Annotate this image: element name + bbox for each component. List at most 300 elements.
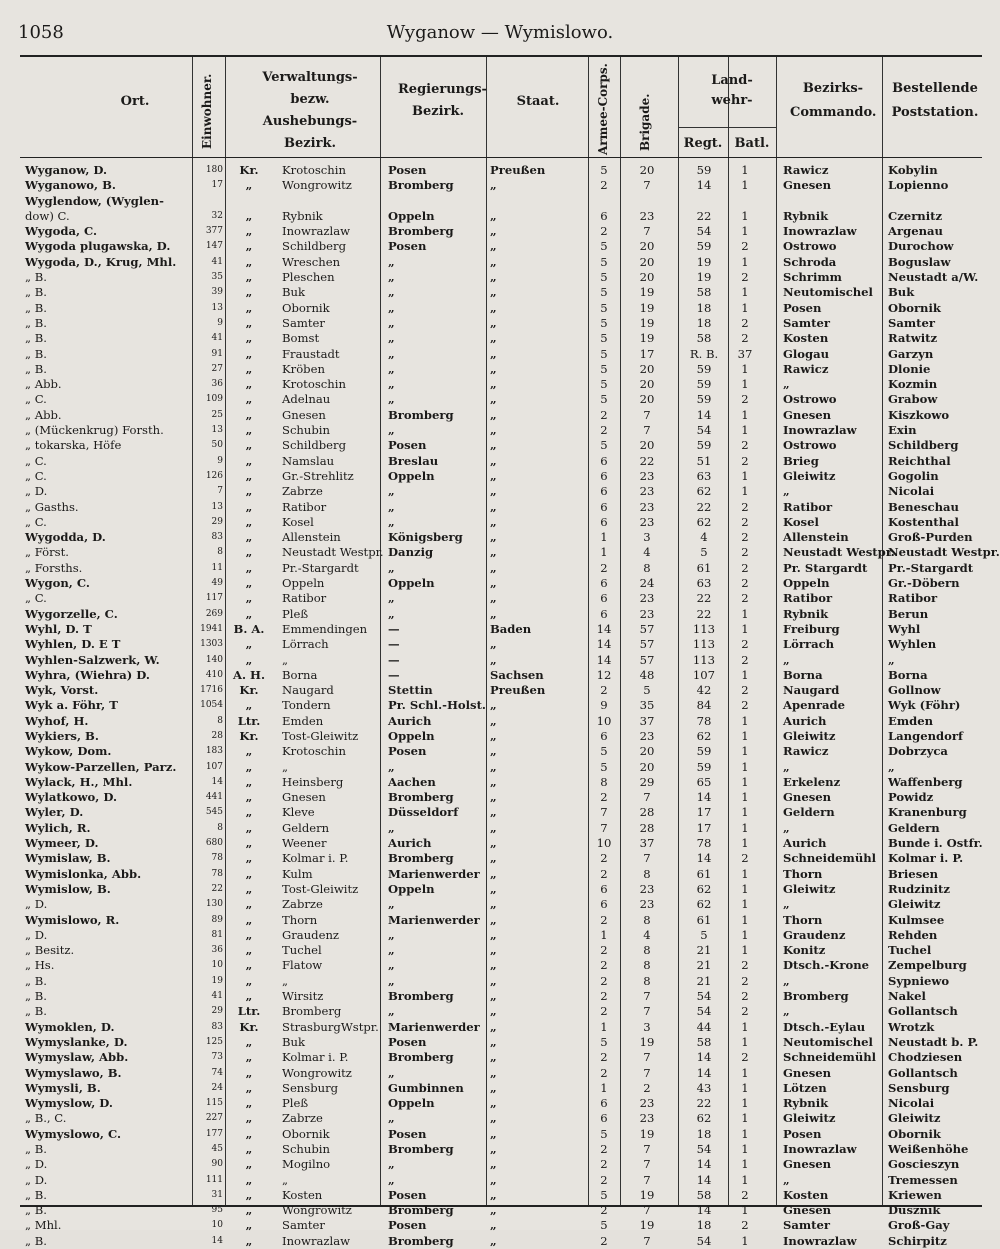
table-row [20,760,982,775]
poststation-cell: Neustadt Westpr. [888,545,1000,560]
staat-cell: „ [490,728,497,743]
bezirk-cell: Wirsitz [282,989,324,1004]
table-row [20,1050,982,1065]
staat-cell: „ [490,1034,497,1049]
ort-cell: „ B. [25,346,47,361]
table-row [20,178,982,193]
einwohner-cell: 117 [205,593,223,604]
brigade-cell: 35 [639,698,655,713]
kreis-type-cell: „ [245,836,253,851]
bezirkscommando-cell: Aurich [783,713,827,728]
armeecorps-cell: 5 [600,1187,608,1202]
kreis-type-cell: „ [245,637,253,652]
bataillon-cell: 1 [741,667,749,682]
bezirk-cell: Emmendingen [282,621,368,636]
bezirkscommando-cell: Gnesen [783,178,832,193]
brigade-cell: 4 [643,545,651,560]
kreis-type-cell: „ [245,208,253,223]
bezirkscommando-cell: Borna [783,667,823,682]
armeecorps-cell: 2 [600,1050,608,1065]
kreis-type-cell: „ [245,943,253,958]
staat-cell: „ [490,576,497,591]
einwohner-cell: 14 [211,776,223,787]
bataillon-cell: 1 [741,178,749,193]
regierungsbezirk-cell: „ [388,973,395,988]
ort-cell: Wymislowo, R. [25,912,120,927]
bataillon-cell: 1 [741,881,749,896]
regiment-cell: 5 [700,927,708,942]
poststation-cell: Obornik [888,1126,941,1141]
bezirk-cell: Kolmar i. P. [282,851,349,866]
bezirk-cell: Inowrazlaw [282,1233,351,1248]
bezirk-cell: „ [282,973,289,988]
kreis-type-cell: Kr. [239,163,259,177]
bezirkscommando-cell: Rawicz [783,163,829,177]
einwohner-cell: 36 [211,379,223,390]
staat-cell: „ [490,270,497,285]
bezirkscommando-cell: „ [783,820,790,835]
einwohner-cell: 35 [211,272,223,283]
bezirk-cell: Pleschen [282,270,335,285]
bataillon-cell: 37 [737,346,753,361]
poststation-cell: Nakel [888,989,926,1004]
staat-cell: „ [490,1050,497,1065]
armeecorps-cell: 5 [600,759,608,774]
poststation-cell: Kulmsee [888,912,945,927]
regiment-cell: 61 [696,912,712,927]
kreis-type-cell: „ [245,438,253,453]
regiment-cell: 22 [696,591,712,606]
poststation-cell: Kiszkowo [888,407,950,422]
ort-cell: Wymyslaw, Abb. [25,1050,129,1065]
ort-cell: Wykow-Parzellen, Parz. [25,759,177,774]
poststation-cell: Boguslaw [888,254,951,269]
staat-cell: „ [490,1157,497,1172]
brigade-cell: 7 [643,407,651,422]
kreis-type-cell: „ [245,178,253,193]
brigade-cell: 20 [639,254,655,269]
bataillon-cell: 1 [741,866,749,881]
brigade-cell: 7 [643,1050,651,1065]
staat-cell: „ [490,208,497,223]
brigade-cell: 3 [643,530,651,545]
staat-cell: „ [490,1065,497,1080]
regierungsbezirk-cell: „ [388,270,395,285]
regiment-cell: 107 [692,667,716,682]
bezirkscommando-cell: Lörrach [783,637,835,652]
armeecorps-cell: 5 [600,1218,608,1233]
table-row [20,867,982,882]
kreis-type-cell: „ [245,468,253,483]
regierungsbezirk-cell: Marienwerder [388,912,480,927]
bataillon-cell: 1 [741,897,749,912]
ort-cell: Wyk a. Föhr, T [25,698,118,713]
bezirkscommando-cell: „ [783,484,790,499]
ort-cell: „ Gasths. [25,499,79,514]
armeecorps-cell: 1 [600,927,608,942]
ort-cell: „ C. [25,514,47,529]
bezirkscommando-cell: Naugard [783,683,840,698]
regiment-cell: 18 [696,1218,712,1233]
einwohner-cell: 39 [211,287,223,298]
brigade-cell: 19 [639,315,655,330]
regiment-cell: 78 [696,713,712,728]
bataillon-cell: 2 [741,1218,749,1233]
einwohner-cell: 73 [211,1052,223,1063]
bezirkscommando-cell: Thorn [783,912,823,927]
ort-cell: „ D. [25,1157,48,1172]
bataillon-cell: 2 [741,652,749,667]
bezirk-cell: Ratibor [282,499,327,514]
bataillon-cell: 2 [741,591,749,606]
staat-cell: „ [490,759,497,774]
bezirkscommando-cell: „ [783,973,790,988]
regierungsbezirk-cell: — [388,652,400,667]
regiment-cell: 54 [696,423,712,438]
regiment-cell: 54 [696,1142,712,1156]
poststation-cell: Beneschau [888,499,959,514]
bataillon-cell: 1 [741,407,749,422]
regiment-cell: 54 [696,989,712,1004]
kreis-type-cell: Ltr. [237,713,261,728]
kreis-type-cell: Kr. [239,683,259,698]
regiment-cell: 14 [696,1157,712,1172]
armeecorps-cell: 5 [600,239,608,254]
bezirk-cell: Buk [282,285,306,300]
bataillon-cell: 2 [741,514,749,529]
bezirkscommando-cell: Dtsch.-Eylau [783,1019,866,1034]
staat-cell: „ [490,331,497,346]
staat-cell: „ [490,1126,497,1141]
table-row [20,408,982,423]
einwohner-cell: 8 [217,715,223,726]
table-row [20,1066,982,1081]
kreis-type-cell: „ [245,331,253,346]
bataillon-cell: 1 [741,713,749,728]
bataillon-cell: 1 [741,1019,749,1034]
ort-cell: „ Besitz. [25,943,75,958]
regiment-cell: 63 [696,468,712,483]
ort-cell: Wymyslawo, B. [25,1065,122,1080]
ort-cell: Wygodda, D. [25,530,106,545]
kreis-type-cell: „ [245,1034,253,1049]
table-row [20,362,982,377]
ort-cell: Wyhof, H. [25,713,89,728]
bezirk-cell: Bromberg [282,1004,342,1019]
einwohner-cell: 14 [211,1235,223,1246]
kreis-type-cell: „ [245,989,253,1004]
running-title: Wyganow — Wymislowo. [386,22,614,43]
einwohner-cell: 147 [205,241,223,252]
table-row [20,163,982,178]
table-row [20,851,982,866]
einwohner-cell: 180 [205,165,223,175]
ort-cell: „ B. [25,270,47,285]
bezirk-cell: Krotoschin [282,744,346,759]
regierungsbezirk-cell: Gumbinnen [388,1080,464,1095]
bataillon-cell: 2 [741,1004,749,1019]
armeecorps-cell: 5 [600,1034,608,1049]
kreis-type-cell: „ [245,545,253,560]
bezirk-cell: Obornik [282,300,330,315]
ort-cell: „ C. [25,392,47,407]
brigade-cell: 24 [639,576,655,591]
ort-cell: Wykiers, B. [25,728,99,743]
table-row [20,576,982,591]
armeecorps-cell: 5 [600,300,608,315]
regiment-cell: 17 [696,820,712,835]
table-row [20,1020,982,1035]
ort-cell: „ C. [25,453,47,468]
poststation-cell: Neustadt a/W. [888,270,979,285]
einwohner-cell: 25 [211,409,223,420]
kreis-type-cell: „ [245,958,253,973]
poststation-cell: Waffenberg [888,774,963,789]
bezirk-cell: Wongrowitz [282,178,352,193]
staat-cell: „ [490,453,497,468]
regiment-cell: 44 [696,1019,712,1034]
regierungsbezirk-cell: Posen [388,239,427,254]
regiment-cell: 54 [696,1004,712,1019]
staat-cell: „ [490,1019,497,1034]
poststation-cell: Groß-Purden [888,530,973,545]
einwohner-cell: 29 [211,1006,223,1017]
regierungsbezirk-cell: „ [388,1172,395,1187]
table-row [20,1234,982,1249]
bataillon-cell: 1 [741,1172,749,1187]
armeecorps-cell: 6 [600,881,608,896]
table-row [20,255,982,270]
regiment-cell: 63 [696,576,712,591]
ort-cell: Wymyslow, D. [25,1096,113,1111]
bezirk-cell: Lörrach [282,637,329,652]
brigade-cell: 20 [639,392,655,407]
bezirkscommando-cell: Samter [783,1218,830,1233]
regiment-cell: 14 [696,1203,712,1218]
kreis-type-cell: „ [245,514,253,529]
ort-cell: dow) C. [25,208,70,223]
bezirkscommando-cell: Ratibor [783,591,833,606]
armeecorps-cell: 12 [596,667,612,682]
ort-cell: Wymysli, B. [25,1080,101,1095]
einwohner-cell: 91 [211,348,223,359]
table-row [20,515,982,530]
bezirk-cell: Inowrazlaw [282,224,351,239]
bezirkscommando-cell: Inowrazlaw [783,1233,857,1248]
poststation-cell: Gleiwitz [888,1111,941,1126]
bezirk-cell: Zabrze [282,897,323,912]
bezirk-cell: Kulm [282,866,313,881]
poststation-cell: Briesen [888,866,939,881]
regiment-cell: 43 [696,1080,712,1095]
table-row [20,698,982,713]
regierungsbezirk-cell: „ [388,897,395,912]
regierungsbezirk-cell: „ [388,1004,395,1019]
ort-cell: Wygoda, D., Krug, Mhl. [25,254,177,269]
staat-cell: „ [490,851,497,866]
bezirk-cell: Tuchel [282,943,322,958]
einwohner-cell: 36 [211,945,223,956]
einwohner-cell: 10 [211,1220,223,1231]
bezirkscommando-cell: Bromberg [783,989,849,1004]
einwohner-cell: 115 [205,1098,223,1109]
staat-cell: „ [490,438,497,453]
bezirkscommando-cell: „ [783,1172,790,1187]
ort-cell: „ D. [25,897,48,912]
staat-cell: „ [490,881,497,896]
kreis-type-cell: „ [245,1111,253,1126]
regierungsbezirk-cell: „ [388,1111,395,1126]
header-post: Bestellende Poststation. [891,81,979,120]
brigade-cell: 8 [643,973,651,988]
regiment-cell: 84 [696,698,712,713]
bataillon-cell: 1 [741,468,749,483]
kreis-type-cell: „ [245,927,253,942]
armeecorps-cell: 5 [600,1126,608,1141]
armeecorps-cell: 5 [600,315,608,330]
poststation-cell: Grabow [888,392,938,407]
header-einwohner: Einwohner. [200,73,214,149]
armeecorps-cell: 2 [600,912,608,927]
regierungsbezirk-cell: Oppeln [388,208,435,223]
armeecorps-cell: 6 [600,1111,608,1126]
poststation-cell: Wrotzk [888,1019,935,1034]
armeecorps-cell: 2 [600,1004,608,1019]
bezirk-cell: Flatow [282,958,323,973]
bezirk-cell: Krotoschin [282,163,346,177]
regiment-cell: 22 [696,499,712,514]
einwohner-cell: 32 [211,210,223,221]
bezirk-cell: Kröben [282,361,325,376]
brigade-cell: 23 [639,591,655,606]
table-row [20,194,982,209]
kreis-type-cell: „ [245,1142,253,1156]
bataillon-cell: 2 [741,392,749,407]
kreis-type-cell: „ [245,1157,253,1172]
poststation-cell: Gr.-Döbern [888,576,960,591]
bezirkscommando-cell: Apenrade [783,698,846,713]
bezirk-cell: Pr.-Stargardt [282,560,359,575]
armeecorps-cell: 14 [596,652,612,667]
bezirkscommando-cell: Gnesen [783,407,832,422]
regierungsbezirk-cell: Bromberg [388,224,454,239]
einwohner-cell: 126 [205,470,223,481]
bezirk-cell: Tost-Gleiwitz [282,881,359,896]
bataillon-cell: 1 [741,1203,749,1218]
kreis-type-cell: „ [245,530,253,545]
armeecorps-cell: 2 [600,1065,608,1080]
kreis-type-cell: „ [245,346,253,361]
einwohner-cell: 269 [205,608,223,619]
kreis-type-cell: „ [245,606,253,621]
regierungsbezirk-cell: Pr. Schl.-Holst. [388,698,486,713]
brigade-cell: 7 [643,1233,651,1248]
einwohner-cell: 24 [211,1082,223,1093]
header-regierung: Regierungs-Bezirk. [398,82,487,119]
staat-cell: „ [490,514,497,529]
regierungsbezirk-cell: Bromberg [388,851,454,866]
brigade-cell: 8 [643,912,651,927]
ort-cell: „ C. [25,591,47,606]
bataillon-cell: 2 [741,239,749,254]
table-row [20,423,982,438]
ort-cell: Wymyslanke, D. [25,1034,128,1049]
kreis-type-cell: „ [245,392,253,407]
table-row [20,805,982,820]
poststation-cell: Tremessen [888,1172,958,1187]
bezirkscommando-cell: Gnesen [783,1065,832,1080]
armeecorps-cell: 6 [600,728,608,743]
bezirkscommando-cell: Ratibor [783,499,833,514]
brigade-cell: 7 [643,1142,651,1156]
einwohner-cell: 410 [205,669,223,680]
brigade-cell: 20 [639,744,655,759]
armeecorps-cell: 6 [600,499,608,514]
poststation-cell: Langendorf [888,728,963,743]
ort-cell: Wylatkowo, D. [25,790,118,805]
staat-cell: „ [490,989,497,1004]
regiment-cell: 59 [696,163,712,177]
armeecorps-cell: 10 [596,713,612,728]
bataillon-cell: 1 [741,1233,749,1248]
ort-cell: „ C. [25,468,47,483]
einwohner-cell: 17 [211,180,223,191]
regierungsbezirk-cell: Posen [388,1187,427,1202]
bezirk-cell: Neustadt Westpr. [282,545,384,560]
brigade-cell: 23 [639,1096,655,1111]
poststation-cell: Wyk (Föhr) [888,698,961,713]
brigade-cell: 23 [639,468,655,483]
bezirkscommando-cell: Gnesen [783,790,832,805]
armeecorps-cell: 2 [600,1233,608,1248]
kreis-type-cell: „ [245,1126,253,1141]
bezirk-cell: Heinsberg [282,774,344,789]
ort-cell: Wymeer, D. [25,836,99,851]
einwohner-cell: 13 [211,425,223,436]
regiment-cell: 62 [696,881,712,896]
regierungsbezirk-cell: Breslau [388,453,439,468]
ort-cell: Wyganowo, B. [25,178,116,193]
regiment-cell: 51 [696,453,712,468]
regierungsbezirk-cell: Posen [388,744,427,759]
einwohner-cell: 11 [211,562,223,573]
regierungsbezirk-cell: „ [388,254,395,269]
bezirkscommando-cell: „ [783,1004,790,1019]
bezirk-cell: Namslau [282,453,335,468]
einwohner-cell: 78 [211,853,223,864]
ort-cell: „ B. [25,1233,47,1248]
poststation-cell: Obornik [888,300,941,315]
brigade-cell: 23 [639,728,655,743]
staat-cell: „ [490,820,497,835]
armeecorps-cell: 5 [600,331,608,346]
staat-cell: „ [490,1096,497,1111]
bezirkscommando-cell: Lötzen [783,1080,827,1095]
bataillon-cell: 1 [741,224,749,239]
poststation-cell: Gollnow [888,683,941,698]
brigade-cell: 7 [643,178,651,193]
kreis-type-cell: Ltr. [237,1004,261,1019]
table-row [20,377,982,392]
staat-cell: „ [490,178,497,193]
bezirk-cell: Emden [282,713,324,728]
einwohner-cell: 81 [211,929,223,940]
ort-cell: Wymislow, B. [25,881,111,896]
regiment-cell: 14 [696,1172,712,1187]
ort-cell: Wyhlen, D. E T [25,637,121,652]
bataillon-cell: 1 [741,361,749,376]
regiment-cell: 59 [696,361,712,376]
